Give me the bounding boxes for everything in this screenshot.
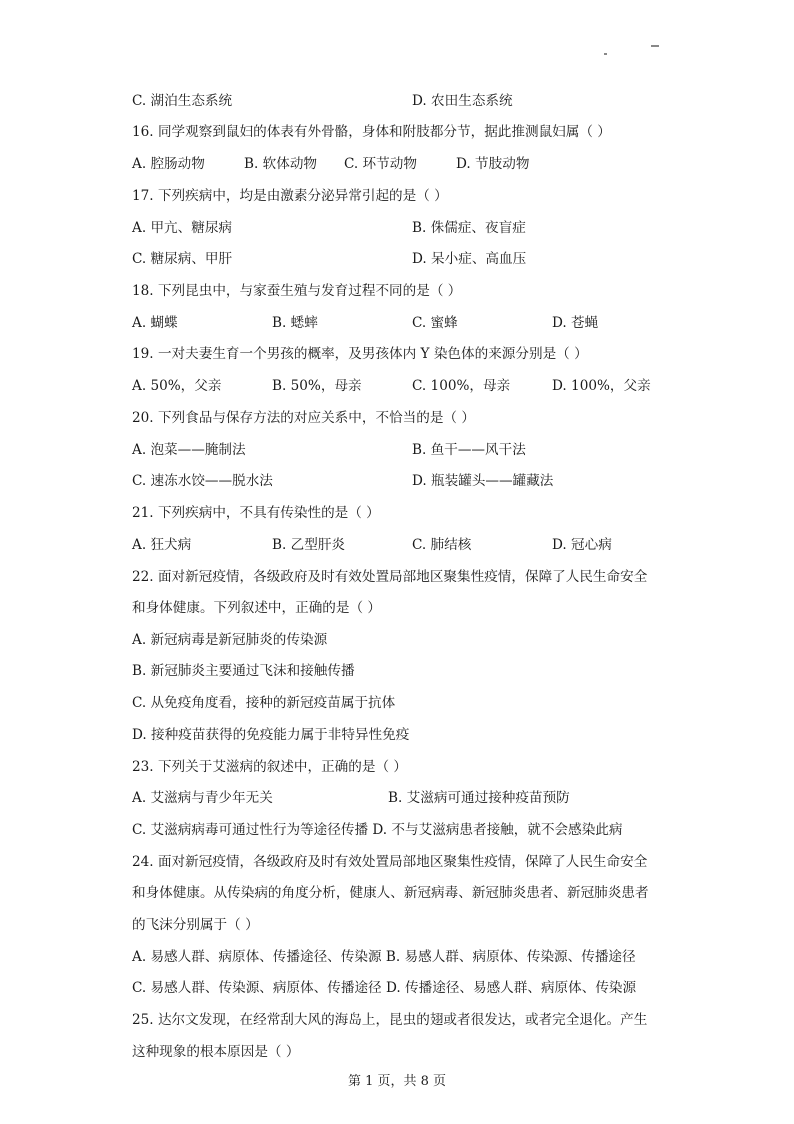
q19-option-d: D. 100%，父亲 xyxy=(552,378,651,394)
scan-speck xyxy=(604,53,607,55)
q23-option-b: B. 艾滋病可通过接种疫苗预防 xyxy=(388,790,570,806)
q15-option-d: D. 农田生态系统 xyxy=(412,93,513,109)
q24-options-cd: C. 易感人群、传染源、病原体、传播途径 D. 传播途径、易感人群、病原体、传染源 xyxy=(132,980,637,996)
q24-stem-line1: 24. 面对新冠疫情，各级政府及时有效处置局部地区聚集性疫情，保障了人民生命安全 xyxy=(132,854,648,870)
q20-stem: 20. 下列食品与保存方法的对应关系中，不恰当的是（ ） xyxy=(132,410,475,426)
q22-option-a: A. 新冠病毒是新冠肺炎的传染源 xyxy=(132,632,328,648)
q18-option-a: A. 蝴蝶 xyxy=(132,315,178,331)
q21-option-c: C. 肺结核 xyxy=(412,537,472,553)
q21-option-a: A. 狂犬病 xyxy=(132,537,192,553)
q21-option-d: D. 冠心病 xyxy=(552,537,612,553)
q22-stem-line1: 22. 面对新冠疫情，各级政府及时有效处置局部地区聚集性疫情，保障了人民生命安全 xyxy=(132,569,648,585)
q17-option-b: B. 侏儒症、夜盲症 xyxy=(412,220,526,236)
q16-option-d: D. 节肢动物 xyxy=(456,156,530,172)
q18-stem: 18. 下列昆虫中，与家蚕生殖与发育过程不同的是（ ） xyxy=(132,283,462,299)
q23-options-cd: C. 艾滋病病毒可通过性行为等途径传播 D. 不与艾滋病患者接触，就不会感染此病 xyxy=(132,822,623,838)
q17-option-a: A. 甲亢、糖尿病 xyxy=(132,220,233,236)
q19-option-a: A. 50%，父亲 xyxy=(132,378,222,394)
q19-stem: 19. 一对夫妻生育一个男孩的概率，及男孩体内 Y 染色体的来源分别是（ ） xyxy=(132,346,588,362)
q21-option-b: B. 乙型肝炎 xyxy=(272,537,346,553)
q18-option-d: D. 苍蝇 xyxy=(552,315,599,331)
q25-stem-line1: 25. 达尔文发现，在经常刮大风的海岛上，昆虫的翅或者很发达，或者完全退化。产生 xyxy=(132,1012,648,1028)
q16-option-a: A. 腔肠动物 xyxy=(132,156,205,172)
q18-option-b: B. 蟋蟀 xyxy=(272,315,318,331)
q17-option-d: D. 呆小症、高血压 xyxy=(412,251,527,267)
q19-option-c: C. 100%，母亲 xyxy=(412,378,511,394)
q20-option-b: B. 鱼干——风干法 xyxy=(412,442,526,458)
q23-option-a: A. 艾滋病与青少年无关 xyxy=(132,790,273,806)
q24-stem-line2: 和身体健康。从传染病的角度分析，健康人、新冠病毒、新冠肺炎患者、新冠肺炎患者 xyxy=(132,885,649,901)
scan-speck xyxy=(651,45,659,47)
q19-option-b: B. 50%，母亲 xyxy=(272,378,362,394)
q18-option-c: C. 蜜蜂 xyxy=(412,315,458,331)
q17-stem: 17. 下列疾病中，均是由激素分泌异常引起的是（ ） xyxy=(132,188,448,204)
q16-stem: 16. 同学观察到鼠妇的体表有外骨骼，身体和附肢都分节，据此推测鼠妇属（ ） xyxy=(132,124,611,140)
q16-option-c: C. 环节动物 xyxy=(344,156,417,172)
q22-stem-line2: 和身体健康。下列叙述中，正确的是（ ） xyxy=(132,600,382,616)
q23-stem: 23. 下列关于艾滋病的叙述中，正确的是（ ） xyxy=(132,759,407,775)
q24-stem-line3: 的飞沫分别属于（ ） xyxy=(132,917,259,933)
q22-option-d: D. 接种疫苗获得的免疫能力属于非特异性免疫 xyxy=(132,727,410,743)
q15-option-c: C. 湖泊生态系统 xyxy=(132,93,233,109)
q16-option-b: B. 软体动物 xyxy=(244,156,318,172)
q22-option-c: C. 从免疫角度看，接种的新冠疫苗属于抗体 xyxy=(132,695,396,711)
q21-stem: 21. 下列疾病中，不具有传染性的是（ ） xyxy=(132,505,380,521)
q20-option-d: D. 瓶装罐头——罐藏法 xyxy=(412,473,554,489)
q17-option-c: C. 糖尿病、甲肝 xyxy=(132,251,233,267)
q20-option-c: C. 速冻水饺——脱水法 xyxy=(132,473,273,489)
q24-options-ab: A. 易感人群、病原体、传播途径、传染源 B. 易感人群、病原体、传染源、传播途径 xyxy=(132,949,636,965)
q22-option-b: B. 新冠肺炎主要通过飞沫和接触传播 xyxy=(132,663,355,679)
q25-stem-line2: 这种现象的根本原因是（ ） xyxy=(132,1044,300,1060)
q20-option-a: A. 泡菜——腌制法 xyxy=(132,442,246,458)
page-footer: 第 1 页，共 8 页 xyxy=(347,1074,447,1089)
